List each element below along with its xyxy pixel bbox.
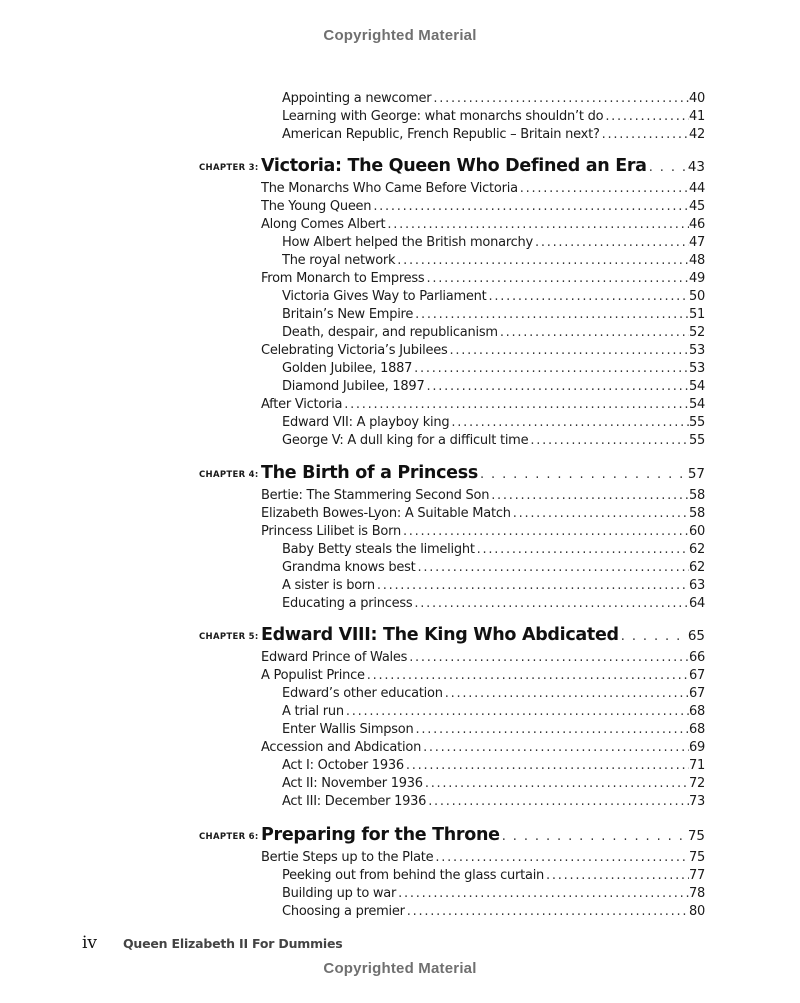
- toc-entry-page: 49: [688, 271, 705, 286]
- toc-entry-page: 67: [688, 686, 705, 701]
- toc-entry-page: 78: [688, 886, 705, 901]
- toc-entry-page: 62: [688, 560, 705, 575]
- dot-leader: [367, 667, 689, 685]
- toc-entry[interactable]: [0, 739, 800, 757]
- toc-entry[interactable]: [0, 757, 800, 775]
- toc-entry-title: The Monarchs Who Came Before Victoria: [261, 181, 518, 196]
- dot-leader: [520, 180, 689, 198]
- dot-leader: [407, 903, 689, 921]
- toc-entry-page: 46: [688, 217, 705, 232]
- toc-entry-title: Act III: December 1936: [282, 794, 427, 809]
- page-footer: [82, 933, 343, 955]
- toc-entry-title: Edward Prince of Wales: [261, 650, 408, 665]
- dot-leader: [414, 360, 689, 378]
- chapter-page: 65: [687, 628, 705, 644]
- dot-leader: [546, 867, 689, 885]
- chapter-page: 57: [687, 466, 705, 482]
- toc-entry-title: Edward’s other education: [282, 686, 443, 701]
- copyright-watermark-top: Copyrighted Material: [323, 27, 477, 44]
- toc-entry-page: 55: [688, 433, 705, 448]
- dot-leader: [409, 649, 689, 667]
- dot-leader: [500, 324, 689, 342]
- toc-entry-page: 58: [688, 488, 705, 503]
- toc-entry[interactable]: [0, 903, 800, 921]
- dot-leader: [602, 126, 689, 144]
- toc-entry-title: Edward VII: A playboy king: [282, 415, 450, 430]
- toc-entry-page: 68: [688, 722, 705, 737]
- chapter-title: Victoria: The Queen Who Defined an Era: [261, 156, 647, 176]
- dot-leader: [415, 306, 689, 324]
- dot-leader: [425, 775, 689, 793]
- chapter-heading-3[interactable]: [0, 156, 800, 180]
- dot-leader: [502, 829, 688, 844]
- toc-entry-page: 40: [688, 91, 705, 106]
- chapter-title: Preparing for the Throne: [261, 825, 500, 845]
- toc-entry[interactable]: [0, 396, 800, 414]
- toc-entry-title: Building up to war: [282, 886, 397, 901]
- toc-entry[interactable]: [0, 577, 800, 595]
- toc-entry-title: Enter Wallis Simpson: [282, 722, 414, 737]
- dot-leader: [435, 849, 689, 867]
- toc-entry-page: 58: [688, 506, 705, 521]
- toc-entry-title: Death, despair, and republicanism: [282, 325, 498, 340]
- toc-entry-page: 55: [688, 415, 705, 430]
- toc-entry-page: 47: [688, 235, 705, 250]
- toc-entry-page: 54: [688, 379, 705, 394]
- toc-entry[interactable]: [0, 721, 800, 739]
- dot-leader: [373, 198, 689, 216]
- dot-leader: [426, 270, 688, 288]
- toc-entry[interactable]: [0, 342, 800, 360]
- toc-entry-page: 72: [688, 776, 705, 791]
- chapter-label: CHAPTER 3:: [199, 163, 259, 173]
- toc-entry[interactable]: [0, 505, 800, 523]
- dot-leader: [649, 160, 688, 175]
- dot-leader: [377, 577, 689, 595]
- dot-leader: [605, 108, 689, 126]
- toc-entry-page: 42: [688, 127, 705, 142]
- toc-entry-title: Golden Jubilee, 1887: [282, 361, 413, 376]
- toc-entry[interactable]: [0, 108, 800, 126]
- dot-leader: [418, 559, 689, 577]
- toc-entry-title: How Albert helped the British monarchy: [282, 235, 533, 250]
- toc-entry[interactable]: [0, 378, 800, 396]
- toc-entry[interactable]: [0, 541, 800, 559]
- toc-entry-title: The royal network: [282, 253, 396, 268]
- toc-entry-page: 75: [688, 850, 705, 865]
- toc-entry[interactable]: [0, 360, 800, 378]
- dot-leader: [426, 378, 688, 396]
- dot-leader: [414, 595, 689, 613]
- toc-entry[interactable]: [0, 234, 800, 252]
- toc-entry-title: Learning with George: what monarchs shouldn’t do: [282, 109, 604, 124]
- chapter-page: 75: [687, 828, 705, 844]
- toc-entry-page: 41: [688, 109, 705, 124]
- dot-leader: [535, 234, 689, 252]
- chapter-label: CHAPTER 5:: [199, 632, 259, 642]
- toc-entry-title: Diamond Jubilee, 1897: [282, 379, 425, 394]
- copyright-watermark-bottom: Copyrighted Material: [323, 960, 477, 977]
- dot-leader: [489, 288, 689, 306]
- toc-entry-page: 77: [688, 868, 705, 883]
- toc-entry-title: Britain’s New Empire: [282, 307, 414, 322]
- toc-entry[interactable]: [0, 793, 800, 811]
- dot-leader: [397, 252, 689, 270]
- toc-entry-page: 60: [688, 524, 705, 539]
- toc-entry-page: 48: [688, 253, 705, 268]
- toc-entry[interactable]: [0, 559, 800, 577]
- dot-leader: [450, 342, 689, 360]
- dot-leader: [406, 757, 689, 775]
- dot-leader: [480, 467, 688, 482]
- dot-leader: [621, 629, 688, 644]
- toc-entry[interactable]: [0, 703, 800, 721]
- toc-entry[interactable]: [0, 432, 800, 450]
- toc-entry[interactable]: [0, 252, 800, 270]
- toc-entry-page: 52: [688, 325, 705, 340]
- toc-entry-title: George V: A dull king for a difficult time: [282, 433, 529, 448]
- toc-entry-title: Princess Lilibet is Born: [261, 524, 401, 539]
- toc-entry-page: 53: [688, 361, 705, 376]
- chapter-title: The Birth of a Princess: [261, 463, 478, 483]
- toc-entry-title: After Victoria: [261, 397, 343, 412]
- toc-entry-page: 68: [688, 704, 705, 719]
- chapter-page: 43: [687, 159, 705, 175]
- chapter-heading-4[interactable]: [0, 463, 800, 487]
- toc-entry-page: 73: [688, 794, 705, 809]
- toc-entry-title: The Young Queen: [261, 199, 372, 214]
- toc-entry-title: A sister is born: [282, 578, 375, 593]
- toc-entry-page: 44: [688, 181, 705, 196]
- toc-entry[interactable]: [0, 775, 800, 793]
- toc-entry[interactable]: [0, 885, 800, 903]
- page-number: iv: [82, 933, 98, 953]
- toc-entry-page: 54: [688, 397, 705, 412]
- dot-leader: [423, 739, 689, 757]
- dot-leader: [445, 685, 689, 703]
- toc-entry-title: American Republic, French Republic – Britain next?: [282, 127, 600, 142]
- dot-leader: [344, 396, 689, 414]
- toc-entry[interactable]: [0, 198, 800, 216]
- toc-entry-page: 64: [688, 596, 705, 611]
- toc-entry[interactable]: [0, 126, 800, 144]
- toc-entry[interactable]: [0, 867, 800, 885]
- dot-leader: [433, 90, 689, 108]
- toc-entry-page: 45: [688, 199, 705, 214]
- toc-entry-page: 51: [688, 307, 705, 322]
- toc-entry[interactable]: [0, 270, 800, 288]
- toc-entry-page: 53: [688, 343, 705, 358]
- toc-entry-title: Appointing a newcomer: [282, 91, 432, 106]
- dot-leader: [398, 885, 689, 903]
- toc-entry[interactable]: [0, 180, 800, 198]
- toc-entry-title: Elizabeth Bowes-Lyon: A Suitable Match: [261, 506, 511, 521]
- chapter-label: CHAPTER 4:: [199, 470, 259, 480]
- toc-entry-title: Peeking out from behind the glass curtain: [282, 868, 545, 883]
- dot-leader: [477, 541, 689, 559]
- toc-entry-page: 63: [688, 578, 705, 593]
- toc-entry-page: 80: [688, 904, 705, 919]
- dot-leader: [451, 414, 689, 432]
- toc-entry[interactable]: [0, 288, 800, 306]
- toc-entry-page: 62: [688, 542, 705, 557]
- toc-entry[interactable]: [0, 667, 800, 685]
- toc-entry-page: 66: [688, 650, 705, 665]
- toc-entry-title: Act II: November 1936: [282, 776, 423, 791]
- chapter-title: Edward VIII: The King Who Abdicated: [261, 625, 619, 645]
- toc-entry[interactable]: [0, 849, 800, 867]
- toc-entry-title: Choosing a premier: [282, 904, 405, 919]
- toc-entry[interactable]: [0, 324, 800, 342]
- toc-entry[interactable]: [0, 90, 800, 108]
- toc-entry[interactable]: [0, 649, 800, 667]
- toc-entry-page: 71: [688, 758, 705, 773]
- dot-leader: [387, 216, 689, 234]
- dot-leader: [346, 703, 689, 721]
- toc-entry-title: A Populist Prince: [261, 668, 365, 683]
- toc-entry-title: Grandma knows best: [282, 560, 416, 575]
- dot-leader: [513, 505, 689, 523]
- dot-leader: [530, 432, 689, 450]
- dot-leader: [491, 487, 689, 505]
- toc-entry-title: Act I: October 1936: [282, 758, 404, 773]
- toc-entry[interactable]: [0, 487, 800, 505]
- toc-entry-page: 50: [688, 289, 705, 304]
- dot-leader: [428, 793, 689, 811]
- toc-entry-title: From Monarch to Empress: [261, 271, 425, 286]
- toc-entry[interactable]: [0, 306, 800, 324]
- dot-leader: [416, 721, 689, 739]
- toc-entry-title: Victoria Gives Way to Parliament: [282, 289, 487, 304]
- toc-entry-page: 69: [688, 740, 705, 755]
- toc-entry-title: Bertie: The Stammering Second Son: [261, 488, 490, 503]
- toc-entry-title: Along Comes Albert: [261, 217, 386, 232]
- toc-entry[interactable]: [0, 523, 800, 541]
- toc-entry-title: Educating a princess: [282, 596, 413, 611]
- toc-entry-title: Bertie Steps up to the Plate: [261, 850, 434, 865]
- chapter-label: CHAPTER 6:: [199, 832, 259, 842]
- toc-entry-title: Celebrating Victoria’s Jubilees: [261, 343, 448, 358]
- toc-entry-title: A trial run: [282, 704, 344, 719]
- chapter-heading-6[interactable]: [0, 825, 800, 849]
- toc-entry-page: 67: [688, 668, 705, 683]
- toc-entry[interactable]: [0, 414, 800, 432]
- chapter-heading-5[interactable]: [0, 625, 800, 649]
- toc-entry[interactable]: [0, 216, 800, 234]
- toc-entry-title: Accession and Abdication: [261, 740, 422, 755]
- toc-entry[interactable]: [0, 595, 800, 613]
- toc-entry[interactable]: [0, 685, 800, 703]
- toc-entry-title: Baby Betty steals the limelight: [282, 542, 475, 557]
- book-title: Queen Elizabeth II For Dummies: [123, 936, 343, 951]
- dot-leader: [403, 523, 689, 541]
